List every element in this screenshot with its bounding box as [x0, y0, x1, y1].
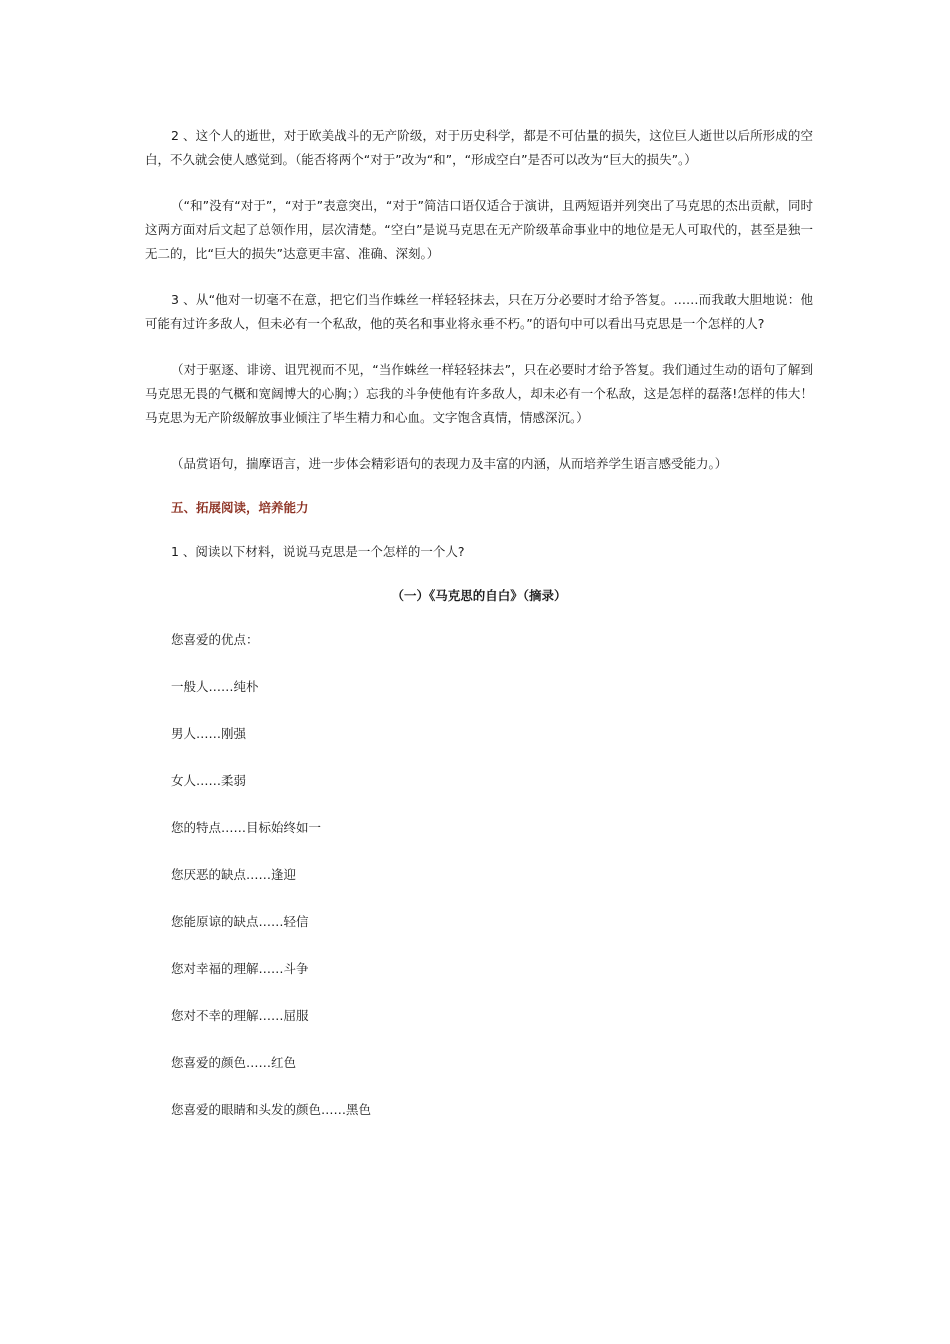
document-page — [145, 124, 813, 1122]
list-item: 您喜爱的颜色……红色 — [171, 1055, 297, 1070]
list-item: 您的特点……目标始终如一 — [171, 820, 322, 835]
list-item: 您厌恶的缺点……逢迎 — [171, 867, 297, 882]
section-heading: 五、拓展阅读，培养能力 — [171, 500, 309, 515]
list-item: 您对幸福的理解……斗争 — [171, 961, 309, 976]
paragraph-answer-2: （“和”没有“对于”，“对于”表意突出，“对于”简洁口语仅适合于演讲，且两短语并列突出了马克思的杰出贡献，同时这两方面对后文起了总领作用，层次清楚。“空白”是说马克思在无产阶级革命事业中的地位是无人可取代的，甚至是独一无二的，比“巨大的损失”达意更丰富、准确、深刻。） — [145, 198, 813, 261]
list-item: 一般人……纯朴 — [171, 679, 259, 694]
list-item: 女人……柔弱 — [171, 773, 247, 788]
list-item: 男人……刚强 — [171, 726, 247, 741]
excerpt-title: （一）《马克思的自白》（摘录） — [391, 588, 567, 603]
list-item: 您能原谅的缺点……轻信 — [171, 914, 309, 929]
list-item: 您喜爱的优点： — [171, 632, 259, 647]
list-item: 您喜爱的眼睛和头发的颜色……黑色 — [171, 1102, 372, 1117]
paragraph-answer-3: （对于驱逐、诽谤、诅咒视而不见，“当作蛛丝一样轻轻抹去”，只在必要时才给予答复。我们通过生动的语句了解到马克思无畏的气概和宽阔博大的心胸；）忘我的斗争使他有许多敌人，却未必有一个私敌，这是怎样的磊落!怎样的伟大！马克思为无产阶级解放事业倾注了毕生精力和心血。文字饱含真情，情感深沉。） — [145, 362, 813, 425]
paragraph-question-2: 2 、这个人的逝世，对于欧美战斗的无产阶级，对于历史科学，都是不可估量的损失，这位巨人逝世以后所形成的空白，不久就会使人感觉到。（能否将两个“对于”改为“和”，“形成空白”是否可以改为“巨大的损失”。） — [145, 128, 813, 167]
confession-list — [145, 628, 813, 1122]
paragraph-teaching-note: （品赏语句，揣摩语言，进一步体会精彩语句的表现力及丰富的内涵，从而培养学生语言感受能力。） — [171, 456, 728, 471]
reading-question: 1 、阅读以下材料，说说马克思是一个怎样的一个人? — [171, 544, 465, 559]
paragraph-question-3: 3 、从“他对一切毫不在意，把它们当作蛛丝一样轻轻抹去，只在万分必要时才给予答复。……而我敢大胆地说：他可能有过许多敌人，但未必有一个私敌，他的英名和事业将永垂不朽。”的语句中可以看出马克思是一个怎样的人? — [145, 292, 813, 331]
list-item: 您对不幸的理解……屈服 — [171, 1008, 309, 1023]
